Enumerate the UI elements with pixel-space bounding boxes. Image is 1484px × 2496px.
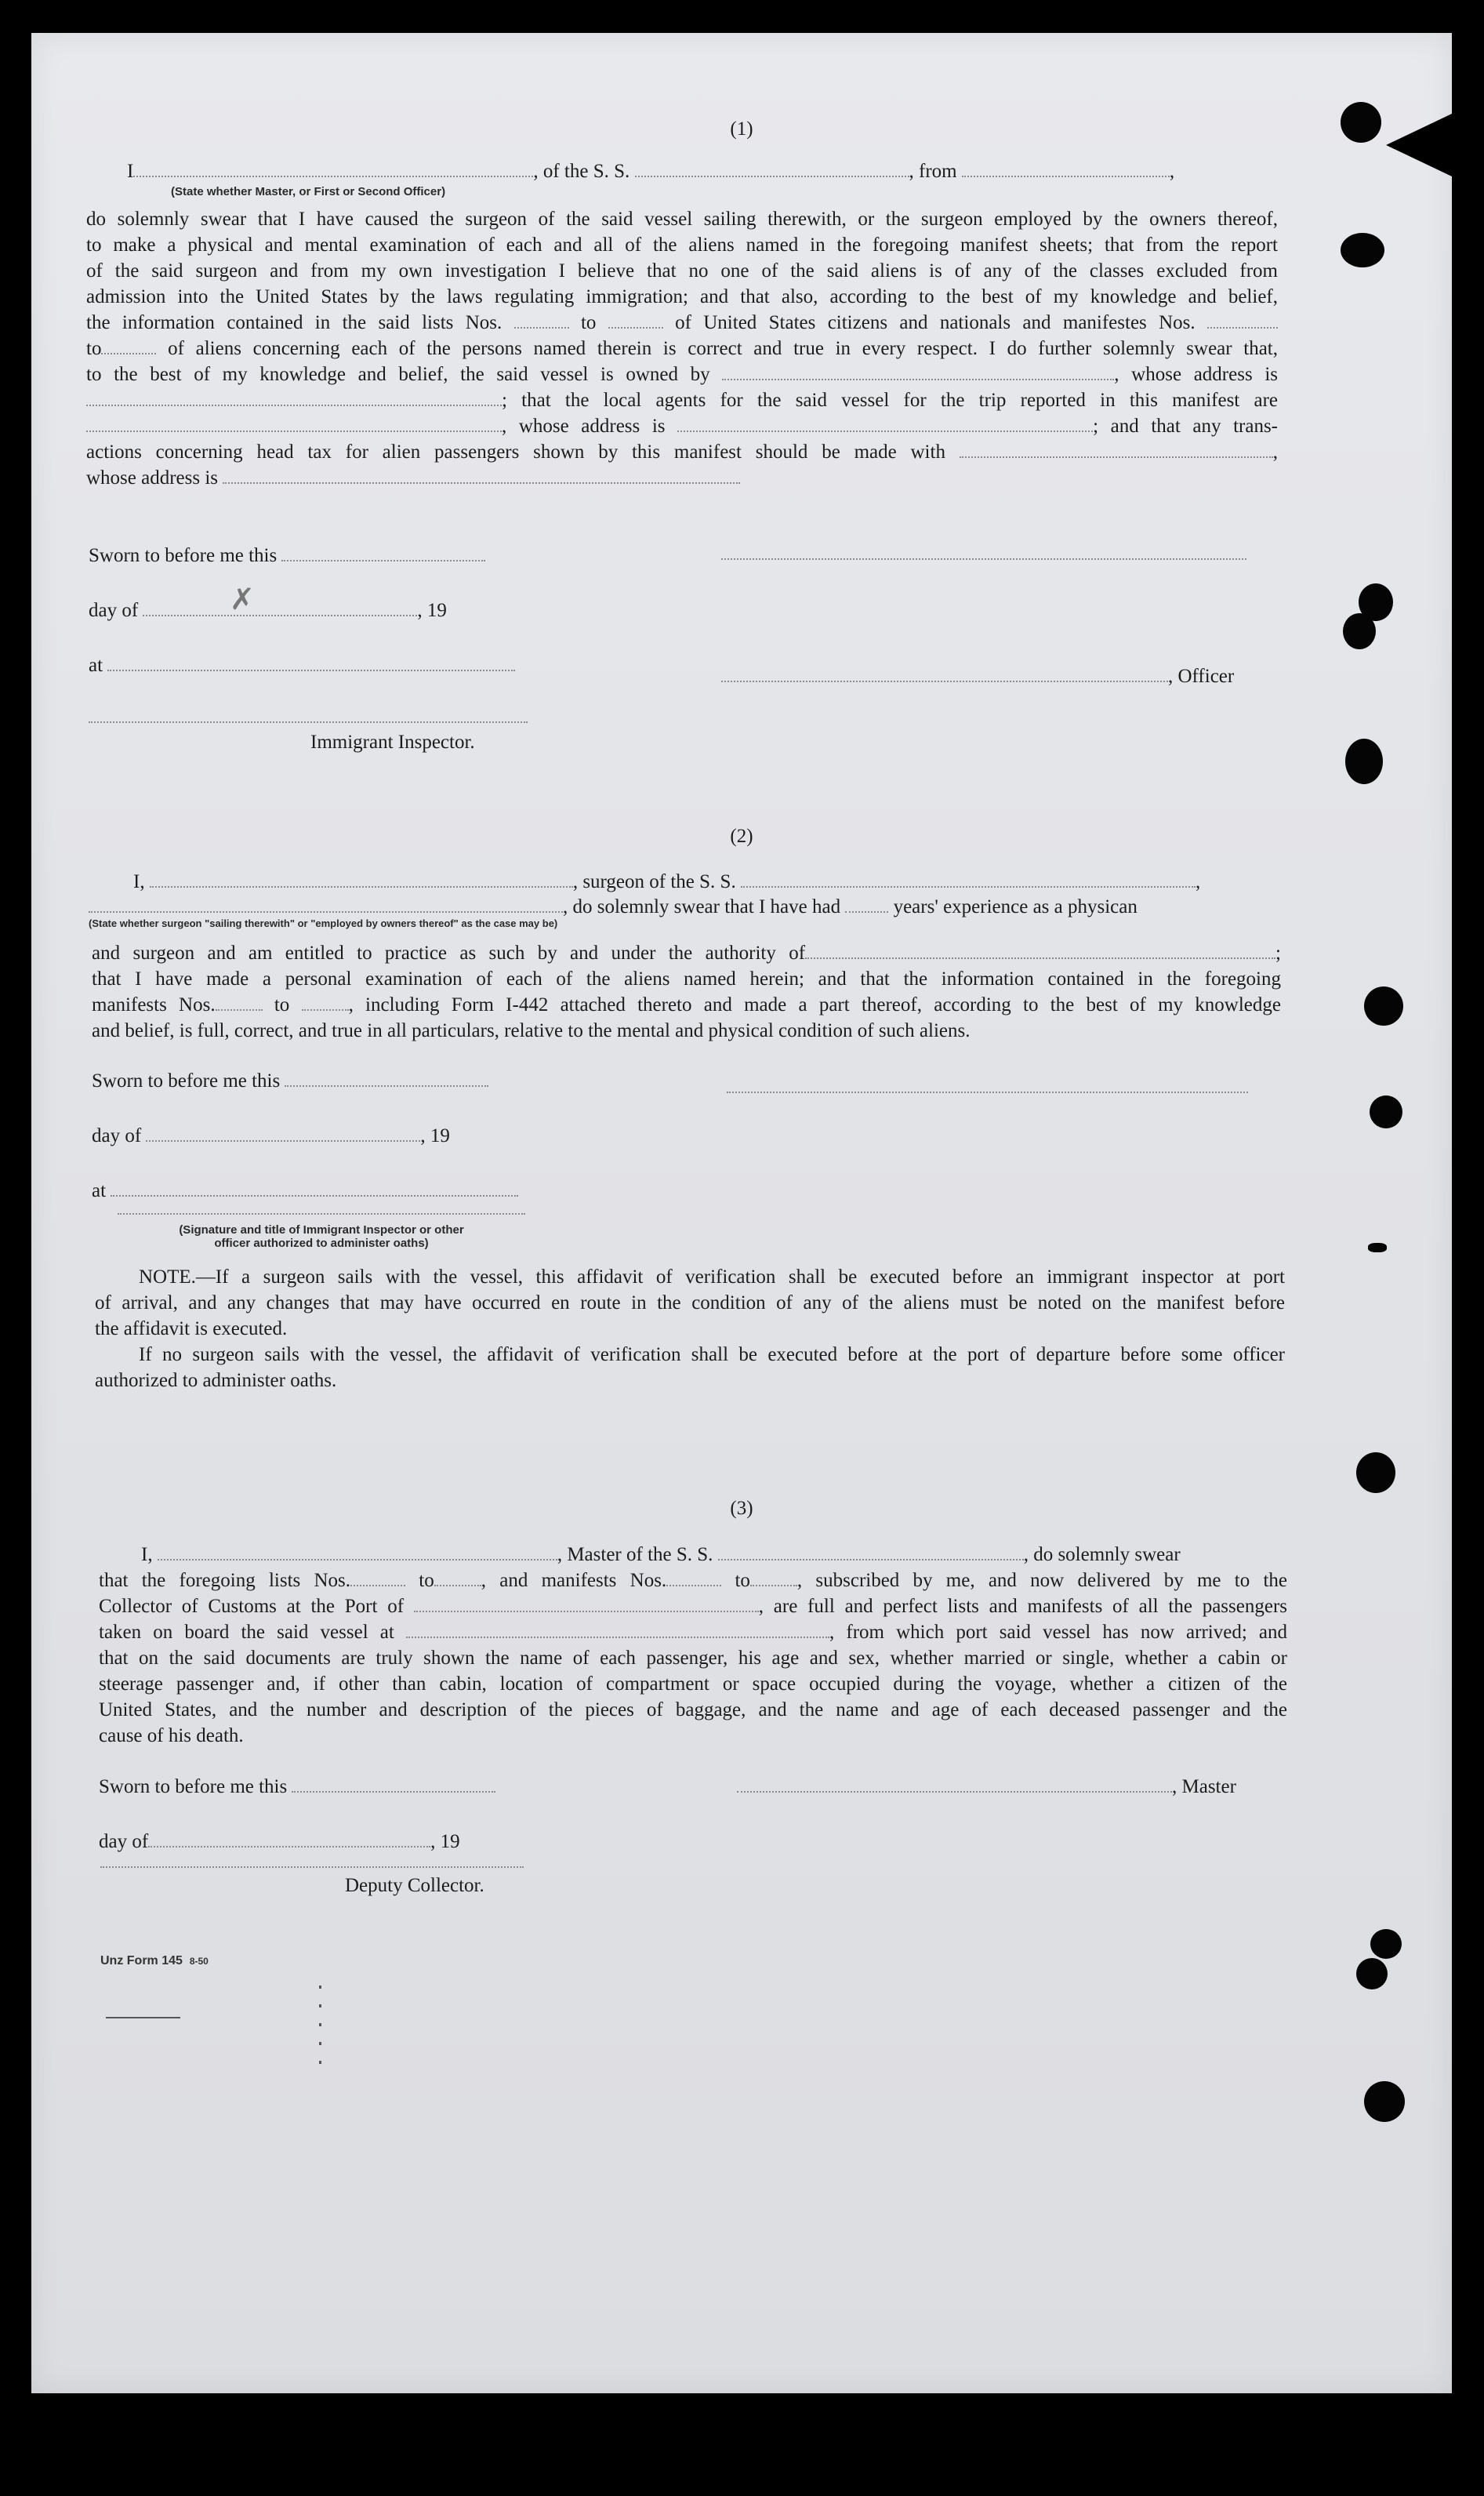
manifests-to-field[interactable] xyxy=(302,1009,349,1011)
agents-address-field[interactable] xyxy=(677,431,1093,432)
master-signature-field[interactable] xyxy=(737,1791,1172,1793)
body-row: admission into the United States by the laws regulating immigration; and that also, according to the best of my knowledge and belief, xyxy=(86,286,1278,307)
vessel-name-field[interactable] xyxy=(635,176,909,177)
body-row: do solemnly swear that I have caused the surgeon of the said vessel sailing therewith, or the surgeon employed by the owners thereof, xyxy=(86,209,1278,230)
body-row: to of aliens concerning each of the persons named therein is correct and true in every respect. I do further solemnly swear that, xyxy=(86,338,1278,359)
body-row: manifests Nos. to , including Form I-442 attached thereto and made a part thereof, according to the best of my knowledge xyxy=(92,994,1281,1015)
section-3-declaration-line: I, , Master of the S. S. , do solemnly swear xyxy=(141,1544,1181,1565)
line-end: , xyxy=(1169,161,1175,182)
body-row: to the best of my knowledge and belief, the said vessel is owned by , whose address is xyxy=(86,364,1279,385)
from-label: , from xyxy=(909,161,957,182)
body-row: that on the said documents are truly shown the name of each passenger, his age and sex, whether married or single, whether a cabin or xyxy=(99,1648,1287,1669)
binder-hole xyxy=(1370,1929,1402,1959)
note-paragraph xyxy=(95,1264,1285,1393)
section-1-declaration-line xyxy=(127,158,1279,185)
officer-line: , Officer xyxy=(721,663,1234,690)
inspector-signature-line[interactable] xyxy=(89,721,528,723)
section-2-body xyxy=(92,940,1281,1044)
officer-signature-field[interactable] xyxy=(721,681,1168,682)
deputy-signature-line[interactable] xyxy=(100,1866,524,1868)
list-number-from-field[interactable] xyxy=(514,327,569,329)
body-row: taken on board the said vessel at , from which port said vessel has now arrived; and xyxy=(99,1622,1288,1643)
body-row: the information contained in the said lists Nos. to of United States citizens and nationals and manifestes Nos. xyxy=(86,310,1278,336)
declarant-pronoun: I xyxy=(127,161,134,182)
binder-hole xyxy=(1364,2081,1405,2122)
section-3-body xyxy=(99,1568,1287,1749)
body-row: to make a physical and mental examination of each and all of the aliens named in the foregoing manifest sheets; that from the report xyxy=(86,234,1278,256)
body-row: steerage passenger and, if other than cabin, location of compartment or space occupied during the voyage, whether a citizen of the xyxy=(99,1673,1287,1695)
port-field[interactable] xyxy=(414,1611,759,1612)
body-row: ; that the local agents for the said vessel for the trip reported in this manifest are xyxy=(86,387,1278,413)
master-manifests-to-field[interactable] xyxy=(750,1585,797,1586)
month-field[interactable] xyxy=(143,615,417,616)
surgeon-name-field[interactable] xyxy=(150,886,573,888)
binder-hole xyxy=(1341,102,1381,143)
surgeon-signature-line[interactable] xyxy=(727,1092,1248,1093)
binder-hole xyxy=(1370,1095,1402,1128)
at-line-2: at xyxy=(92,1178,518,1204)
master-manifests-from-field[interactable] xyxy=(666,1585,721,1586)
officer-hint: (State whether Master, or First or Second Officer) xyxy=(171,185,446,198)
head-tax-contact-field[interactable] xyxy=(960,456,1273,458)
sworn-line-3: Sworn to before me this xyxy=(99,1774,495,1800)
sworn-line-1: Sworn to before me this xyxy=(89,543,485,569)
sworn-date-field-2[interactable] xyxy=(285,1085,488,1087)
immigrant-inspector-label: Immigrant Inspector. xyxy=(310,732,475,753)
at-place-field-2[interactable] xyxy=(111,1195,518,1197)
signature-hint-2: officer authorized to administer oaths) xyxy=(214,1237,429,1250)
day-of-line-3: day of , 19 xyxy=(99,1831,460,1852)
binder-hole xyxy=(1356,1452,1395,1493)
torn-corner xyxy=(1386,114,1452,176)
pencil-mark: ✗ xyxy=(230,582,255,616)
perforation-marks xyxy=(319,1986,321,2072)
section-2-number: (2) xyxy=(730,826,753,847)
body-row: that the foregoing lists Nos. to , and manifests Nos. to , subscribed by me, and now delivered by me to the xyxy=(99,1570,1287,1591)
lists-from-field[interactable] xyxy=(350,1585,405,1586)
departure-port-field[interactable] xyxy=(962,176,1170,177)
day-of-line-1: day of , 19 xyxy=(89,600,447,621)
list-number-to-field[interactable] xyxy=(608,327,663,329)
month-field-2[interactable] xyxy=(146,1140,420,1142)
section-1-number: (1) xyxy=(730,118,753,140)
head-tax-address-field[interactable] xyxy=(223,482,740,484)
surgeon-hint: (State whether surgeon "sailing therewith" or "employed by owners thereof" as the case may be) xyxy=(89,917,558,929)
owner-address-field[interactable] xyxy=(86,405,502,406)
body-row: actions concerning head tax for alien passengers shown by this manifest should be made with , xyxy=(86,441,1278,463)
binder-hole xyxy=(1368,1243,1387,1252)
manifest-number-to-field[interactable] xyxy=(101,353,156,354)
body-row: cause of his death. xyxy=(99,1725,244,1746)
body-row: and surgeon and am entitled to practice as such by and under the authority of ; xyxy=(92,943,1281,964)
oath-officer-signature-line[interactable] xyxy=(118,1213,525,1215)
note-row: If no surgeon sails with the vessel, the affidavit of verification shall be executed before at the port of departure before some officer xyxy=(139,1344,1285,1365)
lists-to-field[interactable] xyxy=(434,1585,481,1586)
binder-hole xyxy=(1364,986,1403,1026)
section-1-body xyxy=(86,206,1278,491)
surgeon-vessel-field[interactable] xyxy=(741,886,1196,888)
at-line-1: at xyxy=(89,652,515,679)
at-place-field[interactable] xyxy=(107,670,515,671)
binder-hole xyxy=(1341,233,1384,267)
local-agents-field[interactable] xyxy=(86,431,502,432)
signature-line-top[interactable] xyxy=(721,558,1246,560)
authority-field[interactable] xyxy=(805,957,1275,959)
body-row: whose address is xyxy=(86,465,1278,491)
vessel-label: , of the S. S. xyxy=(533,161,630,182)
sworn-date-field-3[interactable] xyxy=(292,1791,495,1793)
deputy-collector-label: Deputy Collector. xyxy=(345,1875,484,1896)
master-name-field[interactable] xyxy=(158,1559,557,1560)
binder-hole xyxy=(1356,1958,1388,1989)
note-row: authorized to administer oaths. xyxy=(95,1370,337,1391)
section-2-declaration-line: I, , surgeon of the S. S. , xyxy=(133,871,1201,892)
body-row: Collector of Customs at the Port of , are full and perfect lists and manifests of all the passengers xyxy=(99,1596,1287,1617)
form-page xyxy=(31,33,1452,2393)
sworn-line-2: Sworn to before me this xyxy=(92,1068,488,1095)
month-field-3[interactable] xyxy=(148,1846,430,1847)
boarding-port-field[interactable] xyxy=(406,1637,829,1638)
master-vessel-field[interactable] xyxy=(718,1559,1024,1560)
body-row: that I have made a personal examination of each of the aliens named herein; and that the information contained in the foregoing xyxy=(92,968,1281,990)
section-2-experience-line: , do solemnly swear that I have had years' experience as a physican xyxy=(89,894,1137,921)
manifests-from-field[interactable] xyxy=(216,1009,263,1011)
manifest-number-from-field[interactable] xyxy=(1207,327,1278,329)
binder-hole xyxy=(1343,613,1376,649)
years-experience-field[interactable] xyxy=(845,911,888,913)
day-of-line-2: day of , 19 xyxy=(92,1125,450,1146)
stray-mark xyxy=(106,2017,180,2018)
section-3-number: (3) xyxy=(730,1498,753,1519)
note-row: NOTE.—If a surgeon sails with the vessel, this affidavit of verification shall be executed before an immigrant inspector at port xyxy=(139,1266,1285,1288)
surgeon-status-field[interactable] xyxy=(89,911,563,913)
declarant-name-field[interactable] xyxy=(133,176,533,177)
note-row: the affidavit is executed. xyxy=(95,1318,288,1339)
body-row: United States, and the number and description of the pieces of baggage, and the name and age of each deceased passenger and the xyxy=(99,1699,1287,1720)
owner-field[interactable] xyxy=(722,379,1114,380)
body-row: , whose address is ; and that any trans- xyxy=(86,413,1278,439)
binder-hole xyxy=(1345,739,1383,784)
master-signature-line: , Master xyxy=(737,1774,1236,1800)
body-row: of the said surgeon and from my own investigation I believe that no one of the said aliens is of any of the classes excluded from xyxy=(86,260,1278,282)
signature-hint-1: (Signature and title of Immigrant Inspector or other xyxy=(179,1223,464,1237)
note-row: of arrival, and any changes that may have occurred en route in the condition of any of the aliens must be noted on the manifest before xyxy=(95,1292,1285,1313)
body-row: and belief, is full, correct, and true in all particulars, relative to the mental and physical condition of such aliens. xyxy=(92,1020,971,1041)
sworn-date-field[interactable] xyxy=(281,560,485,561)
form-identifier: Unz Form 145 8-50 xyxy=(100,1954,209,1967)
